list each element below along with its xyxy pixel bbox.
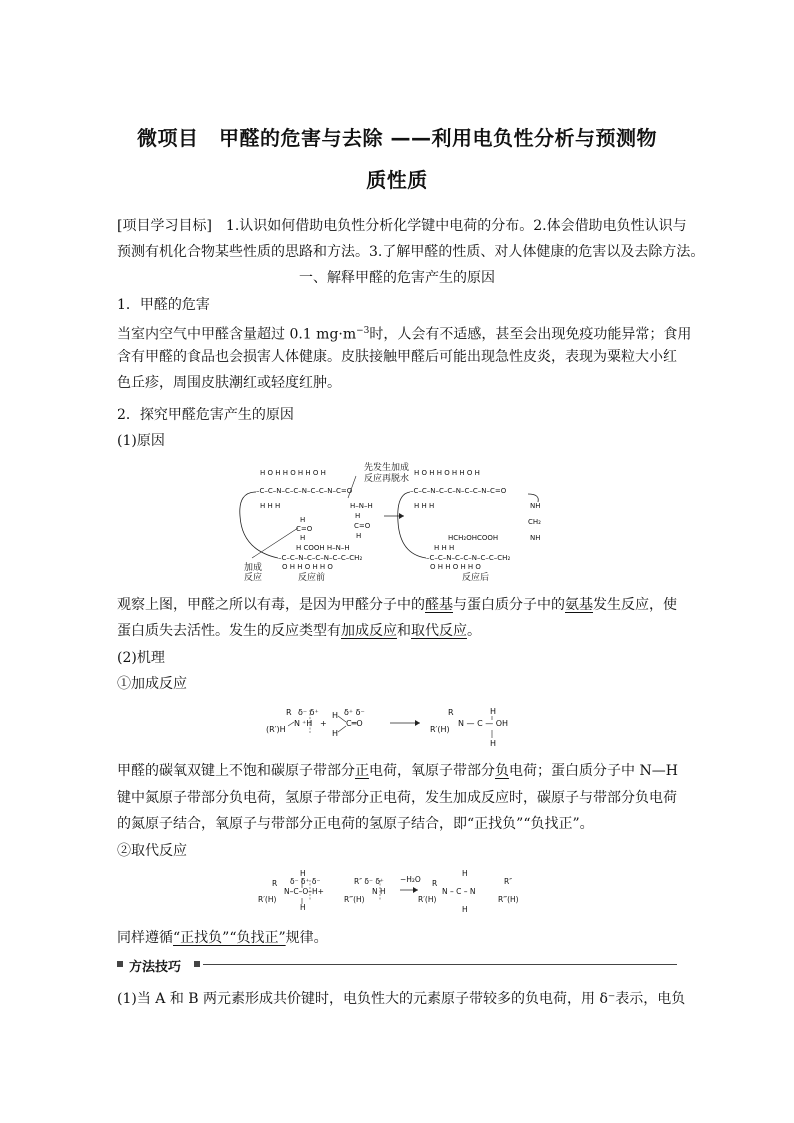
harm-paragraph-line-1: 当室内空气中甲醛含量超过 0.1 $mg\cdot m^{-3}$时，人会有不适感，甚至会出现免疫功能异常；食用 (117, 326, 692, 343)
svg-text:N–C–O–H+: N–C–O–H+ (284, 887, 324, 896)
svg-text:H–N–H: H–N–H (350, 502, 373, 510)
svg-text:⁺H: ⁺H (302, 719, 313, 728)
addition-text-line-3: 的氮原子结合，氧原子与带部分正电荷的氢原子结合，即“正找负”“负找正”。 (117, 816, 594, 832)
svg-text:–C–C–N–C–C–N–C–C–N–C=O: –C–C–N–C–C–N–C–C–N–C=O (256, 487, 353, 495)
subheading-cause: 2．探究甲醛危害产生的原因 (117, 407, 294, 423)
method-tips-label: 方法技巧 (129, 960, 182, 975)
svg-text:H H H: H H H (260, 502, 281, 510)
page-title-continued: 质性质 (366, 168, 428, 192)
svg-text:δ⁺ δ⁻: δ⁺ δ⁻ (344, 708, 365, 717)
svg-text:H O H H O H H O H: H O H H O H H O H (260, 469, 326, 477)
svg-text:R″: R″ (504, 877, 513, 886)
svg-text:NH: NH (530, 534, 541, 542)
page-title: 微项目 甲醛的危害与去除 ——利用电负性分析与预测物 (137, 126, 657, 150)
method-tips-divider (117, 956, 677, 974)
svg-text:+: + (320, 719, 327, 728)
svg-text:N: N (294, 719, 300, 728)
note-addition-dehydration-1: 先发生加成 (364, 463, 410, 473)
label-before-reaction: 反应前 (298, 573, 326, 583)
svg-text:R′(H): R′(H) (430, 725, 450, 734)
svg-text:NH: NH (530, 502, 541, 510)
svg-text:R‴(H): R‴(H) (498, 895, 519, 904)
reaction-diagram-protein (238, 458, 558, 584)
addition-text-line-2: 键中氮原子带部分负电荷，氢原子带部分正电荷，发生加成反应时，碳原子与带部分负电荷 (117, 790, 677, 806)
svg-text:CH₂: CH₂ (528, 518, 541, 526)
svg-text:H: H (300, 869, 306, 878)
svg-text:R: R (448, 708, 454, 717)
svg-text:R″ δ⁻ δ⁺: R″ δ⁻ δ⁺ (354, 877, 384, 886)
svg-text:C=O: C=O (354, 522, 371, 530)
svg-text:–C–C–N–C–C–N–C–C–CH₂: –C–C–N–C–C–N–C–C–CH₂ (426, 554, 511, 562)
observe-line-1: 观察上图，甲醛之所以有毒，是因为甲醛分子中的醛基与蛋白质分子中的氨基发生反应，使 (117, 597, 677, 613)
svg-text:H: H (300, 516, 306, 524)
svg-text:HCH₂OHCOOH: HCH₂OHCOOH (448, 534, 499, 542)
svg-text:O H H O H H O: O H H O H H O (282, 563, 333, 571)
svg-text:C=O: C=O (296, 525, 313, 533)
svg-text:O H H O H H O: O H H O H H O (430, 563, 481, 571)
subheading-harm: 1．甲醛的危害 (117, 297, 210, 313)
label-addition-1: 加成 (244, 563, 263, 573)
subheading-reason: (1)原因 (117, 433, 165, 449)
addition-text-line-1: 甲醛的碳氧双键上不饱和碳原子带部分正电荷，氧原子带部分负电荷；蛋白质分子中 N—H (117, 763, 678, 779)
svg-text:N — C — OH: N — C — OH (458, 719, 509, 728)
svg-text:H: H (332, 729, 339, 738)
svg-text:H H H: H H H (434, 544, 455, 552)
svg-text:–C–C–N–C–C–N–C–C–CH₂: –C–C–N–C–C–N–C–C–CH₂ (278, 554, 363, 562)
note-addition-dehydration-2: 反应再脱水 (364, 474, 410, 484)
svg-text:H: H (356, 532, 362, 540)
section-heading: 一、解释甲醛的危害产生的原因 (299, 270, 495, 286)
svg-text:δ⁻ δ⁺ δ⁻: δ⁻ δ⁺ δ⁻ (290, 877, 321, 886)
divider-rule (203, 964, 677, 965)
tips-text-line-1: (1)当 A 和 B 两元素形成共价键时，电负性大的元素原子带较多的负电荷，用 δ⁻表示，电负 (117, 991, 686, 1007)
svg-text:R: R (432, 879, 438, 888)
follow-rule-line: 同样遵循“正找负”“负找正”规律。 (117, 930, 328, 946)
svg-text:H: H (300, 534, 306, 542)
svg-text:(R′)H: (R′)H (266, 725, 286, 734)
substitution-heading: ②取代反应 (117, 843, 187, 859)
svg-text:H O H H O H H O H: H O H H O H H O H (414, 469, 480, 477)
addition-heading: ①加成反应 (117, 676, 187, 692)
svg-text:N – C – N: N – C – N (442, 887, 476, 896)
objectives-line-1: [项目学习目标] 1.认识如何借助电负性分析化学键中电荷的分布。2.体会借助电负性认识与 (117, 218, 687, 234)
svg-text:−H₂O: −H₂O (400, 875, 421, 884)
label-after-reaction: 反应后 (462, 573, 490, 583)
svg-text:C═O: C═O (346, 719, 363, 728)
svg-text:H H H: H H H (414, 502, 435, 510)
svg-text:N H: N H (372, 887, 386, 896)
mechanism-heading: (2)机理 (117, 650, 165, 666)
svg-text:H: H (462, 869, 468, 878)
svg-text:–C–C–N–C–C–N–C–C–N–C=O: –C–C–N–C–C–N–C–C–N–C=O (410, 487, 507, 495)
harm-paragraph-line-2: 含有甲醛的食品也会损害人体健康。皮肤接触甲醛后可能出现急性皮炎，表现为粟粒大小红 (117, 349, 677, 365)
svg-text:R′(H): R′(H) (418, 895, 437, 904)
square-bullet-icon (194, 961, 200, 967)
objectives-line-2: 预测有机化合物某些性质的思路和方法。3.了解甲醛的性质、对人体健康的危害以及去除方法。 (117, 244, 705, 260)
svg-text:R: R (272, 879, 278, 888)
svg-text:H COOH H–N–H: H COOH H–N–H (296, 544, 350, 552)
svg-text:R: R (286, 708, 292, 717)
square-bullet-icon (117, 961, 123, 967)
svg-text:R‴(H): R‴(H) (344, 895, 365, 904)
svg-text:H: H (332, 711, 339, 720)
observe-line-2: 蛋白质失去活性。发生的反应类型有加成反应和取代反应。 (117, 623, 481, 639)
svg-text:H: H (490, 739, 497, 748)
svg-text:H: H (300, 903, 306, 912)
substitution-reaction-equation (256, 868, 546, 918)
svg-text:H: H (462, 905, 468, 914)
addition-reaction-equation (262, 706, 532, 754)
svg-text:R′(H): R′(H) (258, 895, 277, 904)
svg-text:H: H (490, 707, 497, 716)
svg-text:H: H (355, 512, 361, 520)
svg-text:δ⁻ δ⁺: δ⁻ δ⁺ (298, 708, 319, 717)
label-addition-2: 反应 (244, 573, 263, 583)
harm-paragraph-line-3: 色丘疹，周围皮肤潮红或轻度红肿。 (117, 375, 341, 391)
